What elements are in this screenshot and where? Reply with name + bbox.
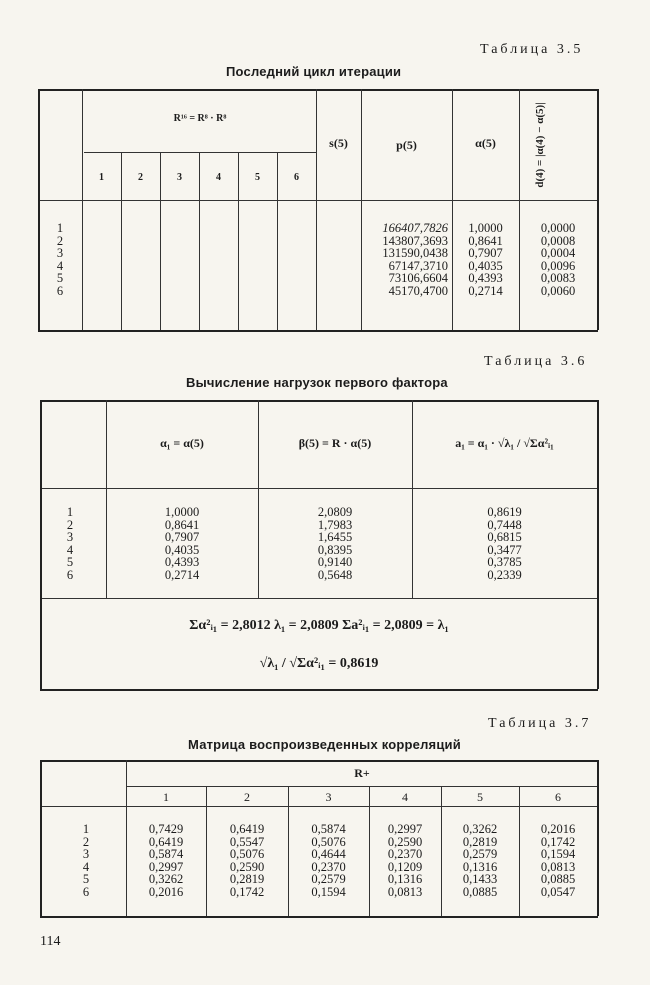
t36-formula-1: Σα²ᵢ₁ = 2,8012 λ₁ = 2,0809 Σa²ᵢ₁ = 2,0809 = λ₁: [189, 618, 449, 633]
t37-cell: 0,0547: [540, 884, 576, 899]
t37-cell: 0,2370: [311, 859, 346, 874]
t35-col-p: p(5): [396, 138, 417, 152]
t37-cell: 0,1433: [462, 872, 498, 886]
t37-subcol-5: 5: [477, 790, 483, 804]
t36-row-3: 3: [66, 530, 74, 544]
t37-cell: 0,1742: [229, 884, 265, 899]
t35-col-s: s(5): [329, 136, 348, 150]
t37-cell: 0,6419: [229, 822, 265, 836]
t35-alpha-5: 0,4393: [468, 271, 503, 285]
t37-cell: 0,3262: [462, 822, 498, 836]
table-3-6-label: Таблица 3.6: [484, 354, 588, 369]
t36-header-2: β(5) = R · α(5): [298, 436, 372, 450]
t37-cell: 0,0885: [540, 872, 576, 886]
t36-c1-2: 0,8641: [164, 517, 200, 532]
t37-group-header: R+: [354, 766, 370, 780]
t35-d-5: 0,0083: [540, 271, 576, 285]
t37-cell: 0,1742: [540, 834, 576, 849]
t35-alpha-4: 0,4035: [468, 258, 503, 273]
t35-p-4: 67147,3710: [388, 258, 448, 273]
t35-p-5: 73106,6604: [388, 271, 448, 285]
t35-p-3: 131590,0438: [382, 246, 448, 260]
t35-alpha-1: 1,0000: [468, 221, 503, 235]
t37-cell: 0,3262: [148, 872, 184, 886]
t37-row-2: 2: [82, 834, 90, 849]
t36-row-4: 4: [66, 542, 74, 557]
t37-cell: 0,2579: [462, 847, 498, 861]
t37-cell: 0,2997: [387, 822, 423, 836]
table-3-6-caption: Вычисление нагрузок первого фактора: [186, 375, 448, 390]
t35-row-3: 3: [56, 246, 64, 260]
t37-row-3: 3: [82, 847, 90, 861]
t36-c2-3: 1,6455: [317, 530, 353, 544]
t36-c3-3: 0,6815: [487, 530, 522, 544]
t37-cell: 0,2016: [148, 884, 184, 899]
t35-subcol-3: 3: [177, 172, 182, 183]
t36-c3-2: 0,7448: [487, 517, 522, 532]
t37-subcol-2: 2: [244, 790, 250, 804]
t36-header-1: α₁ = α(5): [160, 436, 204, 450]
table-3-7-label: Таблица 3.7: [488, 716, 592, 731]
t36-c1-1: 1,0000: [164, 505, 200, 519]
t35-row-6: 6: [56, 283, 64, 298]
t36-c3-4: 0,3477: [487, 542, 522, 557]
t36-c2-1: 2,0809: [317, 505, 353, 519]
t36-c2-5: 0,9140: [317, 555, 353, 569]
t37-subcol-1: 1: [163, 790, 169, 804]
t37-cell: 0,2997: [148, 859, 184, 874]
t36-row-5: 5: [66, 555, 74, 569]
t37-cell: 0,2016: [540, 822, 576, 836]
t36-c3-5: 0,3785: [487, 555, 522, 569]
table-3-7-caption: Матрица воспроизведенных корреляций: [188, 737, 461, 752]
t37-row-6: 6: [82, 884, 90, 899]
t37-subcol-3: 3: [325, 790, 332, 804]
t36-formula-2: √λ₁ / √Σα²ᵢ₁ = 0,8619: [259, 656, 379, 671]
t36-c1-3: 0,7907: [164, 530, 200, 544]
t35-row-1: 1: [56, 221, 64, 235]
t35-p-2: 143807,3693: [382, 233, 448, 248]
t37-cell: 0,7429: [148, 822, 184, 836]
t36-c2-4: 0,8395: [317, 542, 353, 557]
t35-subcol-2: 2: [138, 172, 143, 183]
t36-row-2: 2: [66, 517, 74, 532]
t36-row-6: 6: [66, 567, 74, 582]
t37-cell: 0,2590: [229, 859, 265, 874]
table-3-5-label: Таблица 3.5: [480, 42, 584, 57]
t35-row-2: 2: [56, 233, 64, 248]
t37-cell: 0,5076: [311, 834, 346, 849]
t35-row-5: 5: [56, 271, 64, 285]
t37-cell: 0,2579: [311, 872, 346, 886]
t37-cell: 0,5076: [229, 847, 265, 861]
t36-header-3: a₁ = α₁ · √λ₁ / √Σα²ᵢ₁: [455, 436, 554, 450]
t37-cell: 0,6419: [148, 834, 184, 849]
t37-cell: 0,5874: [311, 822, 346, 836]
t37-cell: 0,0813: [387, 884, 423, 899]
t37-cell: 0,2590: [387, 834, 423, 849]
t37-cell: 0,1316: [387, 872, 423, 886]
t37-cell: 0,5874: [148, 847, 184, 861]
t35-row-4: 4: [56, 258, 64, 273]
t37-cell: 0,1594: [540, 847, 576, 861]
t35-col-d: d(4) = |α(4) − α(5)|: [534, 102, 546, 188]
t37-cell: 0,4644: [311, 847, 346, 861]
t36-c1-4: 0,4035: [164, 542, 200, 557]
table-3-5-caption: Последний цикл итерации: [226, 64, 402, 79]
t36-c3-6: 0,2339: [487, 567, 522, 582]
t37-row-5: 5: [82, 872, 90, 886]
t36-c1-5: 0,4393: [164, 555, 200, 569]
t37-cell: 0,0885: [462, 884, 498, 899]
t37-row-1: 1: [82, 822, 90, 836]
t37-cell: 0,1594: [311, 884, 346, 899]
t36-c1-6: 0,2714: [164, 567, 200, 582]
t36-c2-2: 1,7983: [317, 517, 353, 532]
t35-subcol-6: 6: [294, 172, 299, 183]
t37-cell: 0,0813: [540, 859, 576, 874]
t35-p-1: 166407,7826: [382, 221, 448, 235]
t37-cell: 0,1209: [387, 859, 423, 874]
t36-c2-6: 0,5648: [317, 567, 353, 582]
t37-subcol-4: 4: [402, 790, 408, 804]
t36-row-1: 1: [66, 505, 74, 519]
t35-d-3: 0,0004: [540, 246, 576, 260]
t35-group-header: R¹⁶ = R⁸ · R⁸: [173, 113, 227, 124]
t35-subcol-1: 1: [99, 172, 104, 183]
t35-alpha-2: 0,8641: [468, 233, 503, 248]
t35-alpha-3: 0,7907: [468, 246, 503, 260]
t35-d-2: 0,0008: [540, 233, 576, 248]
t37-cell: 0,2819: [229, 872, 265, 886]
t35-subcol-5: 5: [255, 172, 260, 183]
page-number: 114: [40, 934, 61, 949]
t37-cell: 0,1316: [462, 859, 498, 874]
t36-c3-1: 0,8619: [487, 505, 522, 519]
t35-alpha-6: 0,2714: [468, 283, 503, 298]
t37-cell: 0,5547: [229, 834, 265, 849]
t35-col-alpha: α(5): [475, 136, 496, 150]
t37-cell: 0,2370: [387, 847, 423, 861]
t35-d-6: 0,0060: [540, 283, 576, 298]
t37-subcol-6: 6: [555, 790, 561, 804]
t37-cell: 0,2819: [462, 834, 498, 849]
t35-p-6: 45170,4700: [388, 283, 448, 298]
t35-d-4: 0,0096: [540, 258, 576, 273]
t35-d-1: 0,0000: [540, 221, 576, 235]
t37-row-4: 4: [82, 859, 90, 874]
t35-subcol-4: 4: [216, 172, 221, 183]
